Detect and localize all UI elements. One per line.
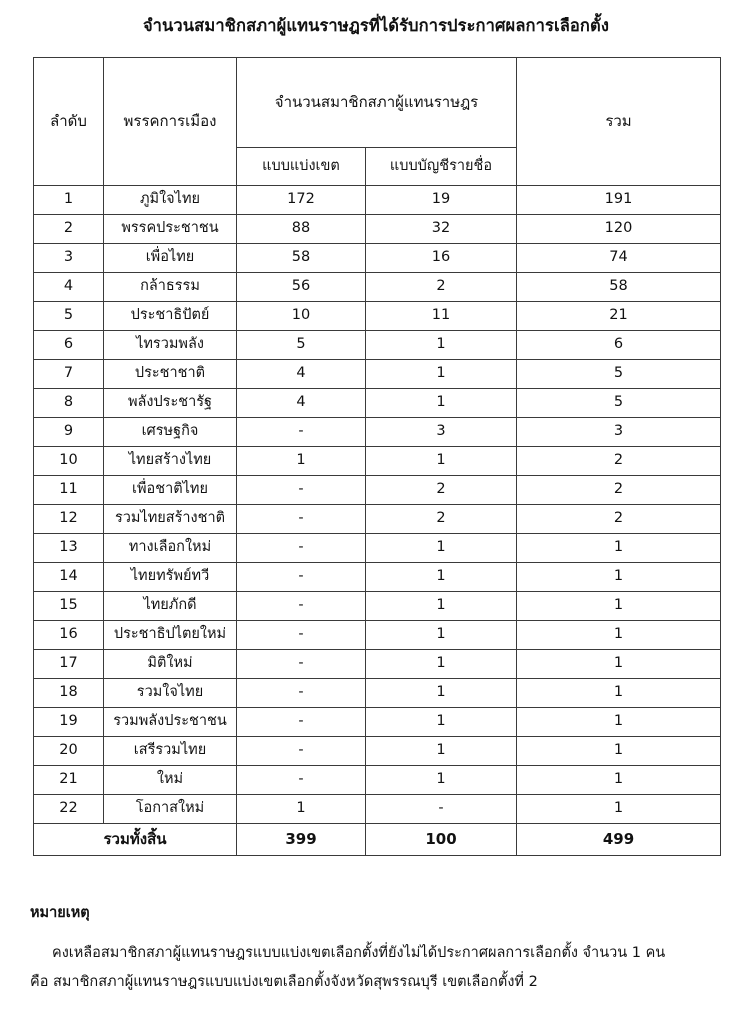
cell-total: 1 — [517, 737, 721, 766]
cell-order: 13 — [34, 534, 104, 563]
cell-order: 12 — [34, 505, 104, 534]
cell-constituency: - — [237, 679, 366, 708]
column-header-party: พรรคการเมือง — [104, 58, 237, 186]
table-row — [34, 563, 721, 592]
cell-constituency: 1 — [237, 447, 366, 476]
cell-party-name: ทางเลือกใหม่ — [104, 534, 237, 563]
cell-total: 1 — [517, 621, 721, 650]
cell-total: 21 — [517, 302, 721, 331]
table-row — [34, 244, 721, 273]
cell-party-list: 1 — [366, 621, 517, 650]
cell-party-list: 19 — [366, 186, 517, 215]
cell-constituency: 10 — [237, 302, 366, 331]
cell-party-name: ประชาธิปไตยใหม่ — [104, 621, 237, 650]
cell-party-list: 1 — [366, 737, 517, 766]
table-row — [34, 360, 721, 389]
cell-constituency: - — [237, 534, 366, 563]
cell-total: 5 — [517, 360, 721, 389]
table-row — [34, 215, 721, 244]
cell-party-name: ภูมิใจไทย — [104, 186, 237, 215]
results-table-container — [33, 57, 720, 856]
cell-party-list: 16 — [366, 244, 517, 273]
cell-total: 191 — [517, 186, 721, 215]
cell-total: 58 — [517, 273, 721, 302]
cell-order: 14 — [34, 563, 104, 592]
cell-total: 5 — [517, 389, 721, 418]
cell-total: 1 — [517, 650, 721, 679]
table-row — [34, 534, 721, 563]
cell-constituency: - — [237, 505, 366, 534]
cell-party-list: 3 — [366, 418, 517, 447]
cell-order: 6 — [34, 331, 104, 360]
table-row — [34, 766, 721, 795]
table-row — [34, 708, 721, 737]
table-row — [34, 273, 721, 302]
cell-order: 2 — [34, 215, 104, 244]
notes-line-1: คงเหลือสมาชิกสภาผู้แทนราษฎรแบบแบ่งเขตเลือกตั้งที่ยังไม่ได้ประกาศผลการเลือกตั้ง จำนวน 1 คน — [52, 945, 666, 962]
cell-order: 9 — [34, 418, 104, 447]
notes-heading: หมายเหตุ — [30, 905, 90, 921]
table-row — [34, 186, 721, 215]
column-header-mp-group: จำนวนสมาชิกสภาผู้แทนราษฎร — [237, 58, 517, 148]
cell-party-list: 2 — [366, 505, 517, 534]
cell-party-list: 1 — [366, 650, 517, 679]
cell-party-name: กล้าธรรม — [104, 273, 237, 302]
cell-party-list: 1 — [366, 679, 517, 708]
cell-party-name: ไทยภักดี — [104, 592, 237, 621]
cell-total: 1 — [517, 563, 721, 592]
table-row — [34, 592, 721, 621]
cell-total: 1 — [517, 592, 721, 621]
cell-party-list: 1 — [366, 592, 517, 621]
cell-constituency: - — [237, 563, 366, 592]
cell-order: 4 — [34, 273, 104, 302]
cell-total: 74 — [517, 244, 721, 273]
cell-order: 8 — [34, 389, 104, 418]
cell-order: 20 — [34, 737, 104, 766]
election-results-table — [33, 57, 721, 856]
table-row — [34, 447, 721, 476]
cell-constituency: - — [237, 766, 366, 795]
total-grand: 499 — [517, 824, 721, 856]
cell-order: 15 — [34, 592, 104, 621]
total-party-list: 100 — [366, 824, 517, 856]
cell-order: 18 — [34, 679, 104, 708]
cell-total: 120 — [517, 215, 721, 244]
cell-constituency: 1 — [237, 795, 366, 824]
cell-constituency: 58 — [237, 244, 366, 273]
cell-party-list: 1 — [366, 534, 517, 563]
cell-party-name: มิติใหม่ — [104, 650, 237, 679]
cell-party-name: เศรษฐกิจ — [104, 418, 237, 447]
cell-constituency: - — [237, 737, 366, 766]
table-row — [34, 389, 721, 418]
cell-constituency: - — [237, 621, 366, 650]
cell-party-name: รวมใจไทย — [104, 679, 237, 708]
cell-party-list: 11 — [366, 302, 517, 331]
cell-constituency: 88 — [237, 215, 366, 244]
cell-party-list: 1 — [366, 360, 517, 389]
cell-party-name: เพื่อไทย — [104, 244, 237, 273]
table-row — [34, 650, 721, 679]
cell-constituency: - — [237, 708, 366, 737]
cell-constituency: - — [237, 418, 366, 447]
column-header-order: ลำดับ — [34, 58, 104, 186]
notes-body — [30, 939, 730, 996]
table-row — [34, 621, 721, 650]
cell-party-list: - — [366, 795, 517, 824]
cell-constituency: 4 — [237, 360, 366, 389]
table-header — [34, 58, 721, 186]
cell-total: 1 — [517, 766, 721, 795]
cell-constituency: - — [237, 650, 366, 679]
table-row — [34, 795, 721, 824]
total-constituency: 399 — [237, 824, 366, 856]
cell-total: 2 — [517, 447, 721, 476]
cell-constituency: 172 — [237, 186, 366, 215]
cell-party-list: 32 — [366, 215, 517, 244]
cell-party-list: 1 — [366, 331, 517, 360]
cell-party-name: ไทยทรัพย์ทวี — [104, 563, 237, 592]
cell-total: 3 — [517, 418, 721, 447]
table-row — [34, 331, 721, 360]
table-row — [34, 737, 721, 766]
cell-party-list: 2 — [366, 476, 517, 505]
cell-party-name: พรรคประชาชน — [104, 215, 237, 244]
cell-order: 1 — [34, 186, 104, 215]
notes-line-2: คือ สมาชิกสภาผู้แทนราษฎรแบบแบ่งเขตเลือกตั้งจังหวัดสุพรรณบุรี เขตเลือกตั้งที่ 2 — [30, 973, 538, 990]
cell-order: 10 — [34, 447, 104, 476]
cell-party-list: 1 — [366, 447, 517, 476]
cell-order: 5 — [34, 302, 104, 331]
cell-total: 1 — [517, 708, 721, 737]
table-row — [34, 302, 721, 331]
cell-party-name: เสรีรวมไทย — [104, 737, 237, 766]
page-title: จำนวนสมาชิกสภาผู้แทนราษฎรที่ได้รับการประกาศผลการเลือกตั้ง — [143, 16, 609, 35]
cell-constituency: - — [237, 592, 366, 621]
cell-party-name: ไทยสร้างไทย — [104, 447, 237, 476]
cell-party-name: รวมไทยสร้างชาติ — [104, 505, 237, 534]
cell-party-list: 1 — [366, 389, 517, 418]
column-header-total: รวม — [517, 58, 721, 186]
table-body — [34, 186, 721, 856]
header-row-primary — [34, 58, 721, 148]
cell-order: 17 — [34, 650, 104, 679]
cell-party-name: ใหม่ — [104, 766, 237, 795]
cell-party-list: 1 — [366, 708, 517, 737]
cell-total: 1 — [517, 795, 721, 824]
column-header-constituency: แบบแบ่งเขต — [237, 148, 366, 186]
cell-constituency: - — [237, 476, 366, 505]
cell-party-list: 2 — [366, 273, 517, 302]
cell-party-name: โอกาสใหม่ — [104, 795, 237, 824]
table-total-row — [34, 824, 721, 856]
cell-party-name: ไทรวมพลัง — [104, 331, 237, 360]
cell-party-name: พลังประชารัฐ — [104, 389, 237, 418]
table-row — [34, 505, 721, 534]
cell-order: 7 — [34, 360, 104, 389]
cell-order: 3 — [34, 244, 104, 273]
column-header-party-list: แบบบัญชีรายชื่อ — [366, 148, 517, 186]
cell-total: 1 — [517, 534, 721, 563]
cell-order: 11 — [34, 476, 104, 505]
cell-total: 1 — [517, 679, 721, 708]
cell-total: 6 — [517, 331, 721, 360]
table-row — [34, 418, 721, 447]
cell-party-name: ประชาชาติ — [104, 360, 237, 389]
cell-constituency: 5 — [237, 331, 366, 360]
cell-order: 16 — [34, 621, 104, 650]
cell-party-list: 1 — [366, 766, 517, 795]
cell-party-name: รวมพลังประชาชน — [104, 708, 237, 737]
cell-party-name: เพื่อชาติไทย — [104, 476, 237, 505]
cell-constituency: 4 — [237, 389, 366, 418]
notes-section — [30, 903, 730, 996]
cell-order: 21 — [34, 766, 104, 795]
cell-total: 2 — [517, 476, 721, 505]
table-row — [34, 679, 721, 708]
cell-total: 2 — [517, 505, 721, 534]
cell-constituency: 56 — [237, 273, 366, 302]
cell-party-name: ประชาธิปัตย์ — [104, 302, 237, 331]
table-row — [34, 476, 721, 505]
cell-order: 22 — [34, 795, 104, 824]
cell-order: 19 — [34, 708, 104, 737]
cell-party-list: 1 — [366, 563, 517, 592]
total-row-label: รวมทั้งสิ้น — [34, 824, 237, 856]
